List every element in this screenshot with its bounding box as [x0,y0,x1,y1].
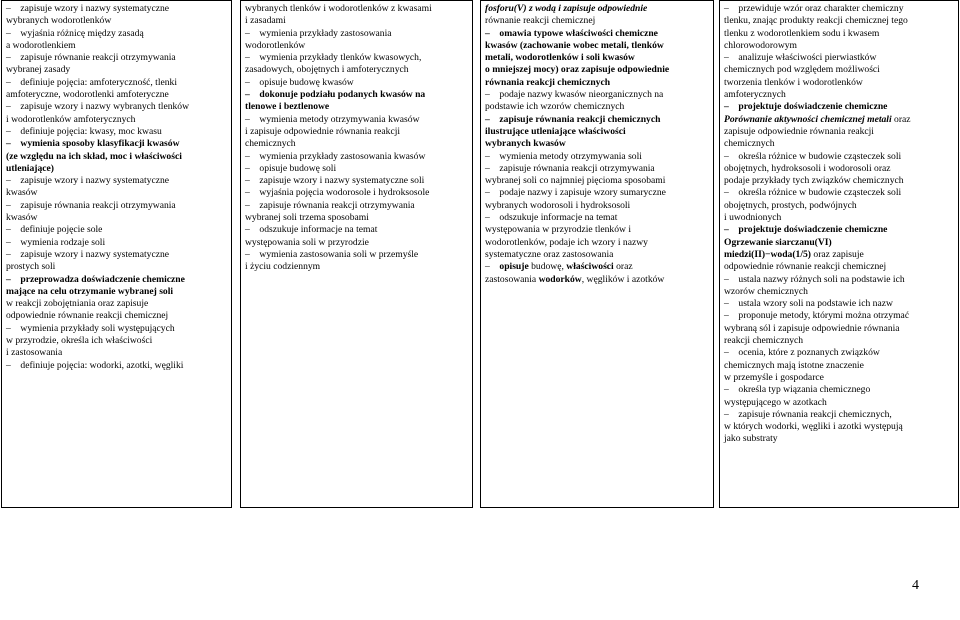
text-line: chemicznych mają istotne znaczenie [724,359,864,371]
text-line: wybranych tlenków i wodorotlenków z kwasami [245,3,432,14]
text-line: – ustala wzory soli na podstawie ich nazw [724,298,893,310]
text-line: wybraną sól i zapisuje odpowiednie równania [724,322,900,334]
text-line: – zapisuje równania reakcji chemicznych [485,113,661,125]
text-line: kwasów [6,212,38,224]
requirements-column-3 [480,0,714,508]
text-line: – zapisuje wzory i nazwy systematyczne soli [245,175,425,187]
requirements-column-2 [240,0,473,508]
text-line: – zapisuje równania reakcji chemicznych, [724,408,892,420]
text-line: reakcji chemicznych [724,335,804,347]
text-line: – zapisuje wzory i nazwy systematyczne [6,175,170,187]
text-line: utleniające) [6,162,54,174]
text-line: – zapisuje równania reakcji otrzymywania [6,199,176,211]
text-line: – wymienia rodzaje soli [6,236,106,248]
text-line: tlenku z wodorotlenkiem sodu i kwasem [724,27,880,39]
text-line: amfoterycznych [724,89,786,101]
text-line: w reakcji zobojętniania oraz zapisuje [6,298,149,310]
text-line: Ogrzewanie siarczanu(VI) [724,236,832,248]
text-line: wybranej zasady [6,64,71,76]
text-line: tworzenia tlenków i wodorotlenków [724,76,863,88]
text-line: – omawia typowe właściwości chemiczne [485,27,658,39]
text-line: i życiu codziennym [245,261,321,273]
text-line: metali, wodorotlenków i soli kwasów [485,52,635,64]
text-line: – przewiduje wzór oraz charakter chemiczny [724,3,904,14]
text-line: amfoteryczne, wodorotlenki amfoteryczne [6,89,169,101]
text-line: chemicznych pod względem możliwości [724,64,880,76]
text-line: występowania w przyrodzie tlenków i [485,224,631,236]
text-line: (ze względu na ich skład, moc i właściwości [6,150,182,162]
text-line: równanie reakcji chemicznej [485,15,596,27]
text-line: – opisuje budowę, właściwości oraz [485,261,633,273]
text-line: – definiuje pojęcia: kwasy, moc kwasu [6,125,162,137]
text-line: zapisuje odpowiednie równania reakcji [724,125,874,137]
text-line: – przeprowadza doświadczenie chemiczne [6,273,185,285]
text-line: obojętnych, hydroksosoli i wodorosoli oraz [724,162,891,174]
text-line: – podaje nazwy kwasów nieorganicznych na [485,89,664,101]
text-line: wybranych wodorosoli i hydroksosoli [485,199,631,211]
text-line: w przyrodzie, określa ich właściwości [6,335,153,347]
text-line: – wymienia zastosowania soli w przemyśle [245,248,419,260]
text-line: odpowiednie równanie reakcji chemicznej [6,310,169,322]
text-line: – ocenia, które z poznanych związków [724,347,880,359]
text-line: w których wodorki, węgliki i azotki występują [724,421,903,433]
text-line: występowania soli w przyrodzie [245,236,369,248]
text-line: – zapisuje równania reakcji otrzymywania [245,199,415,211]
text-line: chemicznych [724,138,775,150]
text-line: – wymienia sposoby klasyfikacji kwasów [6,138,180,150]
text-line: – zapisuje wzory i nazwy systematyczne [6,248,170,260]
text-line: tlenowe i beztlenowe [245,101,330,113]
text-line: tlenku, znając produkty reakcji chemicznej tego [724,15,908,27]
text-line: kwasów (zachowanie wobec metali, tlenków [485,39,664,51]
text-line: Porównanie aktywności chemicznej metali oraz [724,113,911,125]
text-line: – wymienia przykłady soli występujących [6,322,175,334]
text-line: – definiuje pojęcia: wodorki, azotki, węgliki [6,359,184,371]
requirements-column-4 [719,0,959,508]
text-line: a wodorotlenkiem [6,39,76,51]
text-line: – analizuje właściwości pierwiastków [724,52,877,64]
text-line: – wymienia przykłady tlenków kwasowych, [245,52,422,64]
text-line: wodorotlenków, podaje ich wzory i nazwy [485,236,648,248]
text-line: występującego w azotkach [724,396,827,408]
text-line: wodorotlenków [245,39,306,51]
text-line: w przemyśle i gospodarce [724,371,824,383]
text-line: – definiuje pojęcia: amfoteryczność, tlenki [6,76,178,88]
text-line: fosforu(V) z wodą i zapisuje odpowiednie [485,3,648,14]
text-line: – określa różnice w budowie cząsteczek soli [724,150,902,162]
text-line: – proponuje metody, którymi można otrzymać [724,310,910,322]
text-line: wybranej soli trzema sposobami [245,212,369,224]
text-line: – podaje nazwy i zapisuje wzory sumaryczne [485,187,666,199]
text-line: – ustala nazwy różnych soli na podstawie ich [724,273,905,285]
text-line: – określa typ wiązania chemicznego [724,384,871,396]
text-line: – projektuje doświadczenie chemiczne [724,224,888,236]
text-line: obojętnych, prostych, podwójnych [724,199,857,211]
text-line: – zapisuje wzory i nazwy systematyczne [6,3,170,14]
text-line: wybranej soli co najmniej pięcioma sposobami [485,175,666,187]
text-line: – zapisuje równania reakcji otrzymywania [485,162,655,174]
text-line: – opisuje budowę kwasów [245,76,354,88]
text-line: – wymienia metody otrzymywania kwasów [245,113,420,125]
text-line: odpowiednie równanie reakcji chemicznej [724,261,887,273]
text-line: – wymienia przykłady zastosowania [245,27,392,39]
text-line: i zastosowania [6,347,63,359]
text-line: i wodorotlenków amfoterycznych [6,113,136,125]
text-line: chlorowodorowym [724,39,798,51]
text-line: i zapisuje odpowiednie równania reakcji [245,125,401,137]
text-line: – definiuje pojęcie sole [6,224,103,236]
text-line: chemicznych [245,138,296,150]
text-line: – odszukuje informacje na temat [245,224,378,236]
text-line: wybranych wodorotlenków [6,15,112,27]
text-line: ilustrujące utleniające właściwości [485,125,626,137]
text-line: – dokonuje podziału podanych kwasów na [245,89,426,101]
text-line: systematyczne oraz zastosowania [485,248,614,260]
text-line: – wymienia przykłady zastosowania kwasów [245,150,426,162]
text-line: równania reakcji chemicznych [485,76,611,88]
text-line: miedzi(II)−woda(1/5) oraz zapisuje [724,248,864,260]
text-line: – określa różnice w budowie cząsteczek soli [724,187,902,199]
text-line: – projektuje doświadczenie chemiczne [724,101,888,113]
text-line: o mniejszej mocy) oraz zapisuje odpowiednie [485,64,670,76]
text-line: podstawie ich wzorów chemicznych [485,101,625,113]
text-line: podaje przykłady tych związków chemicznych [724,175,904,187]
text-line: wybranych kwasów [485,138,566,150]
page-number: 4 [912,578,919,593]
requirements-column-1 [1,0,232,508]
text-line: zastosowania wodorków, węglików i azotków [485,273,665,285]
text-line: jako substraty [724,433,778,445]
text-line: i uwodnionych [724,212,782,224]
text-line: i zasadami [245,15,286,27]
text-line: mające na celu otrzymanie wybranej soli [6,285,174,297]
text-line: zasadowych, obojętnych i amfoterycznych [245,64,409,76]
text-line: prostych soli [6,261,56,273]
text-line: kwasów [6,187,38,199]
text-line: – zapisuje wzory i nazwy wybranych tlenków [6,101,190,113]
text-line: – wyjaśnia różnicę między zasadą [6,27,144,39]
text-line: – wyjaśnia pojęcia wodorosole i hydroksosole [245,187,430,199]
text-line: – odszukuje informacje na temat [485,212,618,224]
text-line: – wymienia metody otrzymywania soli [485,150,642,162]
text-line: – zapisuje równanie reakcji otrzymywania [6,52,176,64]
text-line: – opisuje budowę soli [245,162,337,174]
text-line: wzorów chemicznych [724,285,808,297]
